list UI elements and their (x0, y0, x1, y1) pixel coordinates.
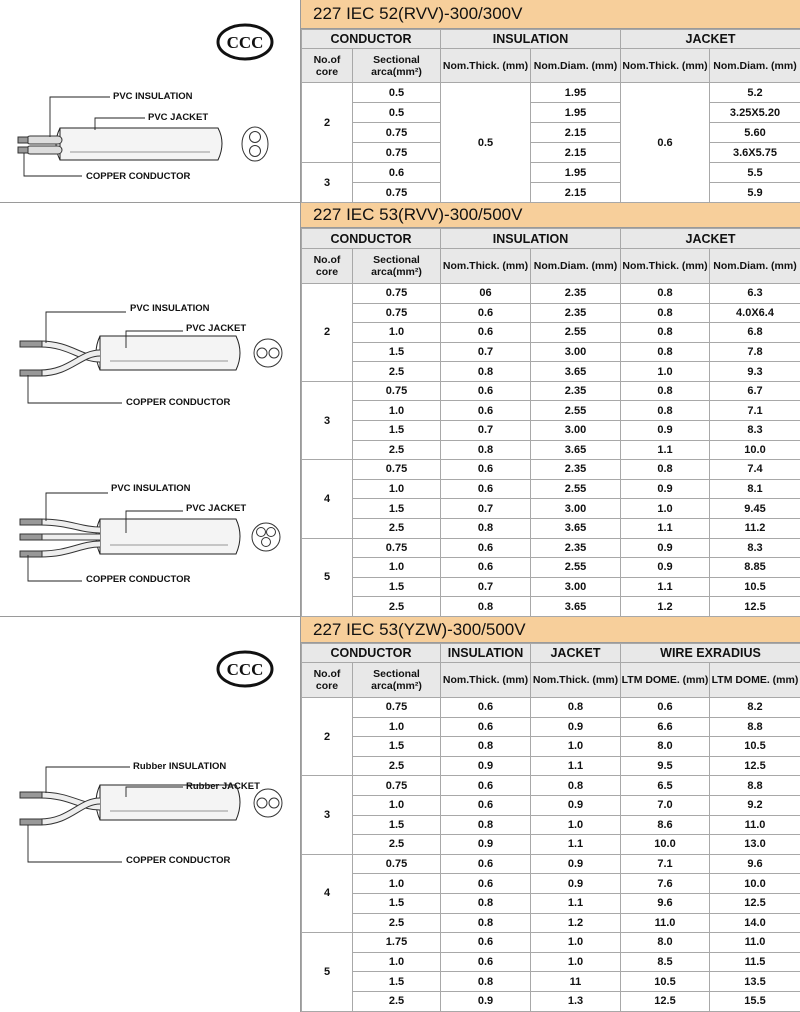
cell: 0.8 (441, 815, 531, 835)
core-count: 4 (302, 460, 353, 538)
cell: 1.1 (531, 756, 621, 776)
cell: 0.6 (621, 698, 710, 718)
cell: 0.6 (353, 163, 441, 183)
cell: 11.0 (710, 815, 800, 835)
cell: 9.3 (710, 362, 800, 382)
cell: 0.8 (441, 737, 531, 757)
cell: 9.6 (710, 854, 800, 874)
cell: 0.6 (441, 874, 531, 894)
cell: 12.5 (621, 991, 710, 1011)
insulation-label: PVC INSULATION (130, 303, 210, 314)
cell: 2.5 (353, 913, 441, 933)
cell: 0.9 (531, 874, 621, 894)
cell: 0.9 (531, 795, 621, 815)
subheader: Nom.Thick. (mm) (621, 249, 710, 284)
cell: 2.15 (531, 123, 621, 143)
table-row (302, 698, 800, 718)
cell: 0.6 (441, 698, 531, 718)
cell: 1.1 (621, 518, 710, 538)
cell: 3.25X5.20 (710, 103, 800, 123)
table-title: 227 IEC 53(RVV)-300/500V (301, 203, 800, 228)
table-row (302, 913, 800, 933)
table-row (302, 597, 800, 617)
core-count: 2 (302, 83, 353, 163)
cell: 1.95 (531, 163, 621, 183)
conductor-label: COPPER CONDUCTOR (86, 171, 191, 182)
group-jacket: JACKET (621, 30, 800, 49)
cell: 0.6 (441, 854, 531, 874)
cell: 2.35 (531, 303, 621, 323)
cell: 12.5 (710, 893, 800, 913)
cell: 10.0 (621, 835, 710, 855)
insulation-label: Rubber INSULATION (133, 761, 227, 772)
table-row (302, 538, 800, 558)
table-row (302, 421, 800, 441)
cell: 2.55 (531, 558, 621, 578)
cell: 0.9 (621, 421, 710, 441)
cell: 11.0 (710, 933, 800, 953)
cell: 2.55 (531, 479, 621, 499)
table-row (302, 577, 800, 597)
cell: 1.5 (353, 577, 441, 597)
cell: 10.5 (710, 577, 800, 597)
cell: 0.8 (441, 972, 531, 992)
cell: 0.8 (441, 440, 531, 460)
section-rvv-300-300 (0, 0, 800, 203)
cell: 1.1 (531, 893, 621, 913)
spec-table (301, 643, 800, 1012)
cell: 1.5 (353, 815, 441, 835)
cell: 8.3 (710, 421, 800, 441)
cell: 1.0 (353, 795, 441, 815)
cell: 2.35 (531, 538, 621, 558)
spec-table (301, 228, 800, 617)
table-row (302, 381, 800, 401)
subheader: Nom.Diam. (mm) (710, 249, 800, 284)
table-row (302, 893, 800, 913)
table-row (302, 303, 800, 323)
group-conductor: CONDUCTOR (302, 229, 441, 249)
cell: 0.6 (441, 717, 531, 737)
cell: 0.8 (621, 284, 710, 304)
cell: 1.1 (531, 835, 621, 855)
cell: 1.0 (353, 874, 441, 894)
table-row (302, 756, 800, 776)
insulation-label: PVC INSULATION (111, 483, 191, 494)
cell: 0.75 (353, 143, 441, 163)
cell: 0.6 (441, 776, 531, 796)
cell: 1.0 (353, 952, 441, 972)
table-row (302, 460, 800, 480)
cell: 13.0 (710, 835, 800, 855)
cell: 0.6 (441, 401, 531, 421)
cell: 5.2 (710, 83, 800, 103)
jacket-label: Rubber JACKET (186, 781, 260, 792)
cell: 9.2 (710, 795, 800, 815)
core-count: 2 (302, 698, 353, 776)
group-wire-exradius: WIRE EXRADIUS (621, 644, 800, 663)
cell: 12.5 (710, 597, 800, 617)
cell: 0.6 (441, 323, 531, 343)
table-row (302, 323, 800, 343)
cell: 0.9 (441, 756, 531, 776)
cell: 10.0 (710, 440, 800, 460)
cell: 0.7 (441, 421, 531, 441)
cell: 0.8 (621, 323, 710, 343)
cell: 1.5 (353, 972, 441, 992)
cell: 13.5 (710, 972, 800, 992)
table-row (302, 518, 800, 538)
group-insulation: INSULATION (441, 30, 621, 49)
table-row (302, 440, 800, 460)
cell: 10.5 (710, 737, 800, 757)
cell: 2.35 (531, 284, 621, 304)
table-row (302, 835, 800, 855)
cell: 0.8 (441, 913, 531, 933)
cell: 1.5 (353, 737, 441, 757)
cell: 1.0 (531, 737, 621, 757)
cell: 8.3 (710, 538, 800, 558)
cell: 1.0 (531, 933, 621, 953)
core-count: 5 (302, 538, 353, 616)
cell: 6.8 (710, 323, 800, 343)
cable-illustration-panel (0, 617, 301, 1012)
cell: 8.5 (621, 952, 710, 972)
cell: 5.60 (710, 123, 800, 143)
table-row (302, 499, 800, 519)
cell: 7.4 (710, 460, 800, 480)
cell: 0.75 (353, 284, 441, 304)
cell: 4.0X6.4 (710, 303, 800, 323)
cell: 0.6 (441, 538, 531, 558)
cell: 0.75 (353, 381, 441, 401)
cell: 0.8 (441, 518, 531, 538)
cell: 0.8 (621, 401, 710, 421)
jacket-label: PVC JACKET (148, 112, 209, 123)
cell: 2.5 (353, 440, 441, 460)
cell: 0.5 (353, 83, 441, 103)
subheader: No.of core (302, 663, 353, 698)
conductor-label: COPPER CONDUCTOR (86, 574, 191, 585)
cell: 2.35 (531, 460, 621, 480)
core-count: 4 (302, 854, 353, 932)
subheader: Nom.Diam. (mm) (531, 249, 621, 284)
cell: 1.0 (353, 479, 441, 499)
cell: 0.6 (441, 303, 531, 323)
cell: 1.0 (353, 401, 441, 421)
cell: 2.15 (531, 183, 621, 203)
cell: 8.85 (710, 558, 800, 578)
cell: 2.5 (353, 835, 441, 855)
conductor-label: COPPER CONDUCTOR (126, 855, 231, 866)
cell: 0.8 (441, 893, 531, 913)
group-jacket: JACKET (531, 644, 621, 663)
cell: 2.55 (531, 323, 621, 343)
cell: 1.0 (531, 952, 621, 972)
cable-illustration-panel (0, 203, 301, 616)
subheader: No.of core (302, 49, 353, 83)
cell: 0.75 (353, 460, 441, 480)
cell: 0.6 (441, 558, 531, 578)
table-row (302, 717, 800, 737)
cell: 2.55 (531, 401, 621, 421)
cell: 0.9 (621, 479, 710, 499)
cell: 3.65 (531, 597, 621, 617)
cell: 2.5 (353, 756, 441, 776)
cell: 1.95 (531, 103, 621, 123)
cell: 7.1 (621, 854, 710, 874)
table-row (302, 479, 800, 499)
spec-table-panel (301, 617, 800, 1012)
cell: 9.45 (710, 499, 800, 519)
cell: 0.9 (441, 991, 531, 1011)
cell: 7.0 (621, 795, 710, 815)
table-row (302, 284, 800, 304)
cell: 1.1 (621, 577, 710, 597)
cell: 8.8 (710, 717, 800, 737)
cell: 9.5 (621, 756, 710, 776)
cell: 3.65 (531, 362, 621, 382)
cell: 3.6X5.75 (710, 143, 800, 163)
table-row (302, 163, 800, 183)
cell: 1.2 (531, 913, 621, 933)
group-insulation: INSULATION (441, 644, 531, 663)
cell: 1.0 (353, 558, 441, 578)
section-yzw-300-500 (0, 617, 800, 1012)
cell: 6.5 (621, 776, 710, 796)
cell: 0.6 (441, 952, 531, 972)
cell: 3.00 (531, 342, 621, 362)
cable-illustration-panel (0, 0, 301, 202)
cell: 0.8 (531, 776, 621, 796)
cell: 12.5 (710, 756, 800, 776)
cell: 2.5 (353, 597, 441, 617)
table-row (302, 401, 800, 421)
group-conductor: CONDUCTOR (302, 30, 441, 49)
insulation-label: PVC INSULATION (113, 91, 193, 102)
table-row (302, 874, 800, 894)
cell: 0.8 (441, 597, 531, 617)
cell: 0.6 (441, 479, 531, 499)
table-row (302, 123, 800, 143)
spec-table (301, 29, 800, 203)
table-row (302, 103, 800, 123)
table-row (302, 558, 800, 578)
cell: 1.0 (353, 323, 441, 343)
cell: 3.00 (531, 421, 621, 441)
cell: 0.6 (441, 795, 531, 815)
cell: 06 (441, 284, 531, 304)
cell: 1.5 (353, 421, 441, 441)
cell: 0.8 (621, 342, 710, 362)
two-core-cable-drawing (0, 617, 301, 1012)
cell: 0.8 (621, 303, 710, 323)
table-title: 227 IEC 52(RVV)-300/300V (301, 0, 800, 29)
core-count: 5 (302, 933, 353, 1011)
core-count: 3 (302, 163, 353, 203)
jacket-label: PVC JACKET (186, 323, 247, 334)
subheader: Nom.Thick. (mm) (441, 663, 531, 698)
cell: 8.2 (710, 698, 800, 718)
cell: 0.9 (531, 854, 621, 874)
cell: 2.5 (353, 991, 441, 1011)
cell: 5.9 (710, 183, 800, 203)
cell: 0.9 (621, 558, 710, 578)
cell: 0.9 (531, 717, 621, 737)
cell: 8.1 (710, 479, 800, 499)
table-row (302, 815, 800, 835)
cell: 0.9 (441, 835, 531, 855)
table-row (302, 183, 800, 203)
spec-table-panel (301, 0, 800, 202)
cell: 7.1 (710, 401, 800, 421)
subheader: Nom.Thick. (mm) (621, 49, 710, 83)
cell: 10.5 (621, 972, 710, 992)
cell: 1.2 (621, 597, 710, 617)
table-row (302, 933, 800, 953)
cell: 0.7 (441, 577, 531, 597)
cell: 1.5 (353, 893, 441, 913)
table-row (302, 952, 800, 972)
cell: 3.00 (531, 499, 621, 519)
cell: 1.75 (353, 933, 441, 953)
cell: 1.5 (353, 499, 441, 519)
subheader: Sectional arca(mm²) (353, 49, 441, 83)
cell: 11 (531, 972, 621, 992)
cell: 11.2 (710, 518, 800, 538)
subheader: LTM DOME. (mm) (710, 663, 800, 698)
group-jacket: JACKET (621, 229, 800, 249)
cell: 1.3 (531, 991, 621, 1011)
cell: 3.00 (531, 577, 621, 597)
cell: 2.5 (353, 518, 441, 538)
core-count: 3 (302, 381, 353, 459)
cell: 2.15 (531, 143, 621, 163)
table-row (302, 342, 800, 362)
table-row (302, 854, 800, 874)
group-conductor: CONDUCTOR (302, 644, 441, 663)
subheader: Nom.Diam. (mm) (710, 49, 800, 83)
table-row (302, 143, 800, 163)
cell: 0.6 (441, 933, 531, 953)
table-row (302, 737, 800, 757)
cell: 3.65 (531, 518, 621, 538)
cell: 0.7 (441, 342, 531, 362)
subheader: Sectional arca(mm²) (353, 663, 441, 698)
cell: 1.0 (621, 362, 710, 382)
table-row (302, 972, 800, 992)
subheader: Nom.Thick. (mm) (441, 49, 531, 83)
group-insulation: INSULATION (441, 229, 621, 249)
cell: 0.8 (621, 460, 710, 480)
insulation-thickness: 0.5 (441, 83, 531, 203)
subheader: LTM DOME. (mm) (621, 663, 710, 698)
cell: 0.5 (353, 103, 441, 123)
cell: 8.0 (621, 933, 710, 953)
section-rvv-300-500 (0, 203, 800, 617)
cell: 1.0 (531, 815, 621, 835)
cell: 0.8 (621, 381, 710, 401)
cell: 0.8 (441, 362, 531, 382)
cell: 14.0 (710, 913, 800, 933)
cell: 1.0 (621, 499, 710, 519)
table-row (302, 991, 800, 1011)
cell: 0.75 (353, 123, 441, 143)
spec-table-panel (301, 203, 800, 616)
cell: 2.35 (531, 381, 621, 401)
conductor-label: COPPER CONDUCTOR (126, 397, 231, 408)
cell: 0.6 (441, 460, 531, 480)
cell: 0.8 (531, 698, 621, 718)
cell: 15.5 (710, 991, 800, 1011)
cell: 0.9 (621, 538, 710, 558)
cell: 0.75 (353, 776, 441, 796)
two-core-cable-drawing (0, 203, 301, 617)
jacket-label: PVC JACKET (186, 503, 247, 514)
cell: 6.6 (621, 717, 710, 737)
cell: 1.0 (353, 717, 441, 737)
subheader: Nom.Thick. (mm) (531, 663, 621, 698)
cell: 9.6 (621, 893, 710, 913)
cell: 6.3 (710, 284, 800, 304)
cell: 11.5 (710, 952, 800, 972)
cell: 0.75 (353, 183, 441, 203)
cell: 5.5 (710, 163, 800, 183)
cell: 8.8 (710, 776, 800, 796)
cell: 0.75 (353, 303, 441, 323)
subheader: Sectional arca(mm²) (353, 249, 441, 284)
table-row (302, 83, 800, 103)
jacket-thickness: 0.6 (621, 83, 710, 203)
cell: 2.5 (353, 362, 441, 382)
subheader: Nom.Diam. (mm) (531, 49, 621, 83)
core-count: 2 (302, 284, 353, 382)
svg-text:CCC: CCC (226, 660, 264, 679)
cell: 0.7 (441, 499, 531, 519)
cell: 8.6 (621, 815, 710, 835)
cell: 0.75 (353, 698, 441, 718)
cell: 1.1 (621, 440, 710, 460)
cell: 0.75 (353, 538, 441, 558)
subheader: No.of core (302, 249, 353, 284)
subheader: Nom.Thick. (mm) (441, 249, 531, 284)
cell: 10.0 (710, 874, 800, 894)
table-row (302, 776, 800, 796)
cell: 1.95 (531, 83, 621, 103)
table-row (302, 795, 800, 815)
cell: 7.6 (621, 874, 710, 894)
svg-text:CCC: CCC (226, 33, 264, 52)
cell: 0.6 (441, 381, 531, 401)
table-row (302, 362, 800, 382)
cell: 11.0 (621, 913, 710, 933)
table-title: 227 IEC 53(YZW)-300/500V (301, 617, 800, 643)
core-count: 3 (302, 776, 353, 854)
cell: 0.75 (353, 854, 441, 874)
cell: 1.5 (353, 342, 441, 362)
cell: 6.7 (710, 381, 800, 401)
cell: 8.0 (621, 737, 710, 757)
cell: 3.65 (531, 440, 621, 460)
cell: 7.8 (710, 342, 800, 362)
